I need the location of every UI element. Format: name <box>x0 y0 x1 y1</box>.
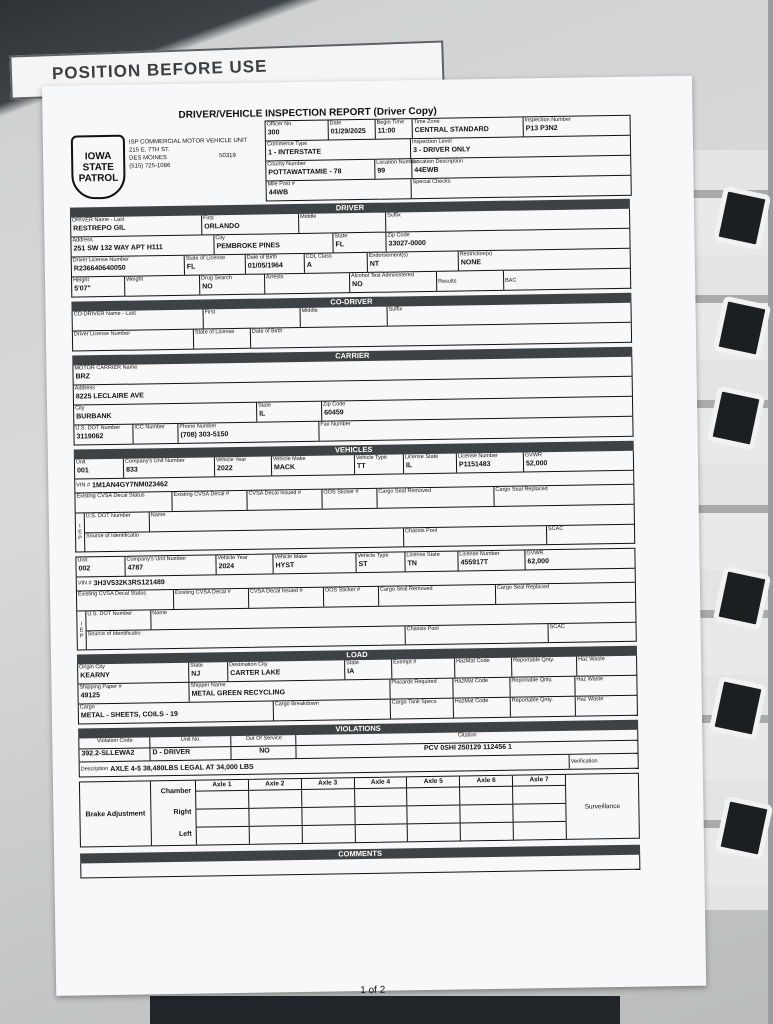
vehicle-unit: Unit 001 <box>75 459 124 479</box>
grate-slot <box>709 676 768 741</box>
vehicle-type: Vehicle Type ST <box>356 552 405 572</box>
violation-description: Description AXLE 4-5 38,480LBS LEGAL AT 34,000 LBS <box>80 755 570 777</box>
driver-address: Address 251 SW 132 WAY APT H111 <box>71 235 214 256</box>
grate-slot <box>713 566 772 631</box>
driver-zip: Zip Code 33027-0000 <box>387 232 426 248</box>
axle-chamber-cell[interactable] <box>513 786 565 805</box>
left-label: Left <box>178 830 192 838</box>
violation-code: 392.2-SLLEWA2 <box>79 748 150 761</box>
reportable-qnty-3: Reportable Qnty. <box>511 697 576 717</box>
axle-column-2 <box>249 779 303 844</box>
origin-state: State NJ <box>189 662 228 682</box>
brake-adjustment-grid <box>79 773 640 848</box>
oos-header: Out Of Service <box>231 735 296 746</box>
axle-right-cell[interactable] <box>302 807 354 826</box>
agency-line-2: STATE <box>82 161 115 173</box>
verification: Verification <box>570 757 598 765</box>
agency-unit: ISP COMMERCIAL MOTOR VEHICLE UNIT <box>128 137 248 146</box>
carrier-grid <box>72 357 633 446</box>
inspection-level-cell: Inspection Level 3 - DRIVER ONLY <box>411 138 471 155</box>
axle-right-cell[interactable] <box>355 806 407 825</box>
driver-first-name: First ORLANDO <box>202 214 299 235</box>
commerce-type-cell: Commerce Type 1 - INTERSTATE <box>266 139 411 160</box>
axle-right-cell[interactable] <box>249 808 301 827</box>
inspection-report-paper <box>42 76 706 996</box>
load-section-header: LOAD <box>77 646 637 665</box>
vehicle-type: Vehicle Type TT <box>355 454 404 474</box>
violation-citation: PCV 0SHI 250129 112456 1 <box>423 743 512 753</box>
bac: BAC <box>505 277 517 284</box>
agency-phone: (515) 725-1086 <box>129 162 171 170</box>
unit-no-header: Unit No. <box>150 736 231 747</box>
axle-left-cell[interactable] <box>461 823 513 841</box>
chassis-pool: Chassis Pool <box>404 526 547 546</box>
grate-slot <box>713 186 772 251</box>
axle-column-4 <box>354 777 408 842</box>
axle-chamber-cell[interactable] <box>302 789 354 808</box>
surveillance: Surveillance <box>584 802 621 811</box>
axle-column-6 <box>460 776 514 841</box>
agency-zip: 50319 <box>219 152 236 160</box>
iep-source: Source of Identificatio <box>85 528 404 551</box>
vehicle-company-unit: Company's Unit Number 833 <box>124 457 215 477</box>
sign-text: POSITION BEFORE USE <box>51 56 268 84</box>
reportable-qnty: Reportable Qnty. <box>512 657 577 677</box>
hazmat-code-3: HazMat Code <box>454 698 511 718</box>
iep-name: Name <box>150 512 166 519</box>
axle-left-cell[interactable] <box>355 824 407 842</box>
driver-license-state: State of License FL <box>185 255 246 275</box>
begin-time-cell: Begin Time 11:00 <box>376 119 413 139</box>
vehicle-vin: VIN # 1M1AN4GY7NM023462 <box>76 481 168 490</box>
axle-header: Axle 6 <box>460 776 512 788</box>
haz-waste-3: Haz Waste <box>576 696 604 703</box>
axle-chamber-cell[interactable] <box>196 791 248 810</box>
iep-letters: I E P <box>77 611 87 649</box>
axle-right-cell[interactable] <box>196 809 248 828</box>
iep-source: Source of Identificatio <box>87 626 406 649</box>
cvsa-decal-status: Existing CVSA Decal Status <box>75 492 172 513</box>
axle-left-cell[interactable] <box>514 822 566 840</box>
axle-right-cell[interactable] <box>514 804 566 823</box>
iowa-state-patrol-badge-icon <box>71 135 126 200</box>
carrier-city: City BURBANK <box>74 403 257 425</box>
axle-header: Axle 1 <box>196 780 248 792</box>
hazmat-code-2: HazMat Code <box>453 678 510 698</box>
codriver-grid <box>72 303 633 352</box>
codriver-license-state: State of License <box>194 329 251 349</box>
agency-line-1: IOWA <box>84 150 112 162</box>
carrier-name: MOTOR CARRIER Name BRZ <box>74 364 138 381</box>
driver-last-name: DRIVER Name - Last RESTREPO GIL <box>71 216 202 237</box>
axle-left-cell[interactable] <box>302 825 354 843</box>
axle-chamber-cell[interactable] <box>408 788 460 807</box>
citation-header: Citation <box>457 732 477 739</box>
driver-cdl-class: CDL Class A <box>305 253 368 273</box>
codriver-license-number: Driver License Number <box>73 330 194 351</box>
axle-right-cell[interactable] <box>408 806 460 825</box>
violation-code-header: Violation Code <box>79 737 150 748</box>
date-cell: Date 01/29/2025 <box>329 120 376 140</box>
carrier-dot-number: U.S. DOT Number 3119062 <box>74 425 133 445</box>
axle-column-1 <box>196 780 250 845</box>
scac: SCAC <box>547 525 564 533</box>
carrier-phone: Phone Number (708) 303-5150 <box>178 422 319 443</box>
origin-city: Origin City KEARNY <box>78 663 189 684</box>
driver-height: Height 5'07" <box>72 277 125 297</box>
agency-city: DES MOINES <box>129 155 167 162</box>
grate-slot <box>713 296 772 361</box>
vehicles-section-header: VEHICLES <box>74 441 634 460</box>
axle-column-3 <box>302 778 356 843</box>
oos-sticker: OOS Sticker # <box>322 489 377 509</box>
iep-dot-number: U.S. DOT Number <box>85 512 150 532</box>
iep-dot-number: U.S. DOT Number <box>86 610 151 630</box>
axle-header: Axle 3 <box>302 778 354 790</box>
vehicle-1 <box>74 451 635 553</box>
driver-middle-name: Middle <box>299 213 386 233</box>
vehicle-gvwr: GVWR 52,000 <box>524 452 548 468</box>
carrier-icc-number: ICC Number <box>133 424 178 444</box>
comments-section-header: COMMENTS <box>80 845 640 864</box>
carrier-address: Address 8225 LECLAIRE AVE <box>74 385 145 401</box>
brake-adjustment-label: Brake Adjustment <box>80 781 152 846</box>
vehicle-license-state: License State TN <box>405 552 458 572</box>
codriver-last-name: CO-DRIVER Name - Last <box>73 309 204 330</box>
reportable-qnty-2: Reportable Qnty. <box>510 677 575 697</box>
iep-name: Name <box>152 610 168 617</box>
vehicles-list <box>74 451 637 651</box>
driver-endorsements: Endorsement(s) NT <box>368 251 459 271</box>
axle-left-cell[interactable] <box>408 824 460 842</box>
arrests: Arrests <box>265 273 350 293</box>
vehicle-2 <box>75 548 636 651</box>
exempt-number: Exempt # <box>392 659 455 679</box>
chamber-label: Chamber <box>160 787 192 796</box>
county-cell: County Number POTTAWATTAMIE - 78 <box>266 160 375 181</box>
cargo: Cargo METAL - SHEETS, COILS - 19 <box>79 701 274 723</box>
driver-section-header: DRIVER <box>70 199 630 218</box>
location-description-cell: Location Description 44EWB <box>413 158 464 175</box>
placards-required: Placards Required <box>390 679 453 699</box>
axle-right-cell[interactable] <box>461 805 513 824</box>
form-title: DRIVER/VEHICLE INSPECTION REPORT (Driver Copy) <box>178 105 437 121</box>
codriver-section-header: CO-DRIVER <box>71 293 631 312</box>
cargo-tank-specs: Cargo Tank Specs <box>391 699 454 719</box>
driver-weight: Weight <box>125 276 200 296</box>
iep-block <box>76 505 635 552</box>
codriver-first-name: First <box>204 308 301 329</box>
vehicle-company-unit: Company's Unit Number 4787 <box>125 555 216 575</box>
vehicle-make: Vehicle Make MACK <box>272 455 355 475</box>
cargo-seal-replaced: Cargo Seal Replaced <box>495 486 548 493</box>
vehicle-make: Vehicle Make HYST <box>273 553 356 573</box>
axle-chamber-cell[interactable] <box>460 787 512 806</box>
violations-section-header: VIOLATIONS <box>78 720 638 739</box>
form-header <box>68 101 629 204</box>
axle-header: Axle 4 <box>354 777 406 789</box>
special-checks-cell: Special Checks <box>412 178 451 186</box>
axle-left-cell[interactable] <box>250 826 302 844</box>
shipper-name: Shipper Name METAL GREEN RECYCLING <box>189 680 390 702</box>
brake-row-labels <box>151 781 197 846</box>
carrier-state: State IL <box>257 402 322 422</box>
haz-waste: Haz Waste <box>578 656 605 663</box>
haz-waste-2: Haz Waste <box>576 676 604 683</box>
cvsa-decal-number: Existing CVSA Decal # <box>172 491 247 511</box>
time-zone-cell: Time Zone CENTRAL STANDARD <box>413 117 524 138</box>
axle-chamber-cell[interactable] <box>355 788 407 807</box>
vehicle-license-number: License Number 455917T <box>458 550 525 570</box>
oos-sticker: OOS Sticker # <box>324 587 379 607</box>
vehicle-unit: Unit 002 <box>76 557 125 577</box>
iep-block <box>77 603 636 650</box>
vehicle-vin: VIN # 3H3V532K3RS121489 <box>77 579 165 588</box>
cvsa-decal-number: Existing CVSA Decal # <box>174 589 249 609</box>
agency-line-3: PATROL <box>78 172 119 184</box>
driver-license-number: Driver License Number R236640640050 <box>72 256 185 277</box>
axle-left-cell[interactable] <box>197 827 249 845</box>
shadow <box>150 996 620 1024</box>
iep-letters: I E P <box>76 513 86 551</box>
alcohol-results: Results <box>437 271 504 291</box>
mile-post-cell: Mile Post # 44WB <box>267 179 412 200</box>
driver-suffix: Suffix <box>387 212 401 219</box>
grate-slot <box>707 386 766 451</box>
axle-header: Axle 5 <box>407 777 459 789</box>
driver-dob: Date of Birth 01/05/1964 <box>246 254 305 274</box>
axle-columns <box>196 775 567 845</box>
cargo-seal-removed: Cargo Seal Removed <box>379 585 496 606</box>
vehicle-year: Vehicle Year 2024 <box>216 554 273 574</box>
destination-city: Destination City CARTER LAKE <box>228 660 345 681</box>
vehicle-license-state: License State IL <box>404 454 457 474</box>
violation-unit: D - DRIVER <box>150 747 231 760</box>
driver-grid <box>70 209 631 298</box>
inspection-number-cell: Inspection Number P13 P3N2 <box>524 116 571 133</box>
codriver-dob: Date of Birth <box>251 328 283 335</box>
violations-grid <box>78 730 639 778</box>
codriver-middle-name: Middle <box>301 307 388 327</box>
cargo-seal-replaced: Cargo Seal Replaced <box>496 584 550 591</box>
driver-restrictions: Restriction(s) NONE <box>459 250 493 267</box>
cvsa-decal-status: Existing CVSA Decal Status <box>77 590 174 611</box>
shipping-paper: Shipping Paper # 49125 <box>78 683 189 704</box>
cargo-breakdown: Cargo Breakdown <box>274 700 391 721</box>
codriver-suffix: Suffix <box>388 306 403 313</box>
officer-cell: Officer No. 300 <box>266 121 329 141</box>
header-grid <box>265 115 632 202</box>
inspection-form <box>68 101 640 997</box>
driver-state: State FL <box>333 233 386 253</box>
scac: SCAC <box>549 623 565 631</box>
axle-column-5 <box>407 777 461 842</box>
page-number: 1 of 2 <box>360 984 386 997</box>
violation-oos: NO <box>231 746 296 759</box>
load-grid <box>77 656 638 725</box>
vehicle-year: Vehicle Year 2022 <box>215 456 272 476</box>
cargo-seal-removed: Cargo Seal Removed <box>377 487 494 508</box>
agency-street: 215 E. 7TH ST. <box>128 147 170 154</box>
axle-header: Axle 2 <box>249 779 301 791</box>
axle-column-7 <box>513 775 566 840</box>
right-label: Right <box>173 809 192 817</box>
alcohol-test: Alcohol Test Administered NO <box>350 272 437 292</box>
grate-slot <box>715 796 773 861</box>
vehicle-gvwr: GVWR 62,000 <box>526 550 550 566</box>
cvsa-decal-issued: CVSA Decal Issued # <box>247 490 322 510</box>
chassis-pool: Chassis Pool <box>406 624 549 644</box>
carrier-section-header: CARRIER <box>72 347 632 366</box>
cvsa-decal-issued: CVSA Decal Issued # <box>249 588 324 608</box>
hazmat-code: HazMat Code <box>455 658 512 678</box>
driver-city: City PEMBROKE PINES <box>214 233 333 254</box>
location-number-cell: Location Number 99 <box>375 159 412 179</box>
carrier-zip: Zip Code 60459 <box>322 401 346 417</box>
axle-chamber-cell[interactable] <box>249 790 301 809</box>
destination-state: State IA <box>345 660 392 680</box>
drug-search: Drug Search NO <box>200 275 265 295</box>
carrier-fax: Fax Number <box>320 421 351 428</box>
vehicle-license-number: License Number P1151483 <box>457 452 524 472</box>
axle-header: Axle 7 <box>513 775 565 787</box>
